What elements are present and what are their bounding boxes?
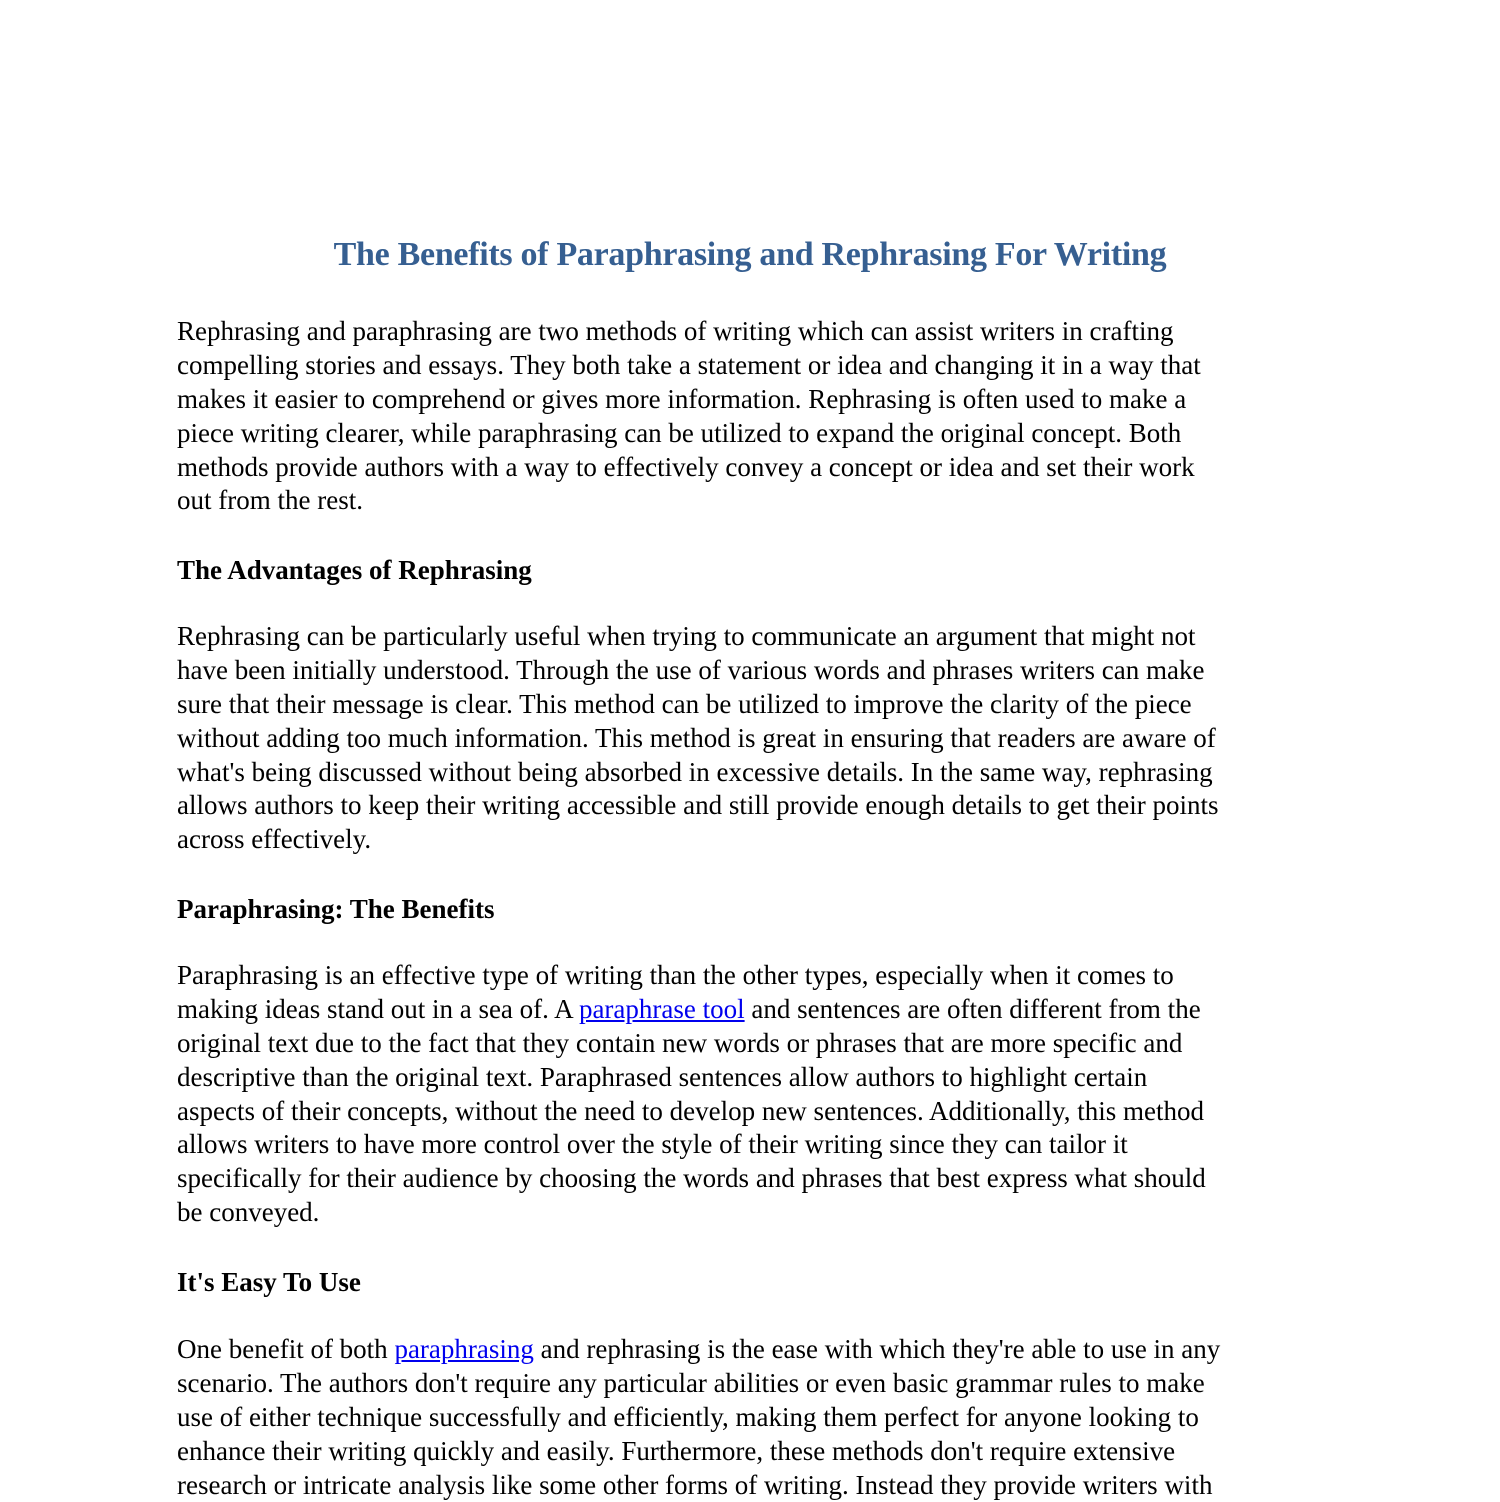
hyperlink[interactable]: paraphrasing (394, 1334, 534, 1364)
paragraph-line (177, 451, 1377, 485)
text-segment: enhance their writing quickly and easily. Furthermore, these methods don't require extensive (177, 1435, 1176, 1466)
paragraph-line (177, 1333, 1377, 1367)
paragraph-line (177, 1061, 1377, 1095)
paragraph-line (177, 1401, 1377, 1435)
paragraph-line (177, 654, 1377, 688)
text-segment: without adding too much information. This method is great in ensuring that readers are aware of (177, 722, 1216, 753)
text-segment: descriptive than the original text. Paraphrased sentences allow authors to highlight certain (177, 1061, 1148, 1092)
text-segment: methods provide authors with a way to effectively convey a concept or idea and set their work (177, 451, 1195, 482)
paragraph-line (177, 1128, 1377, 1162)
text-segment: Rephrasing and paraphrasing are two methods of writing which can assist writers in crafting (177, 316, 1174, 346)
paragraph-line (177, 383, 1377, 417)
text-segment: research or intricate analysis like some other forms of writing. Instead they provide writers with (177, 1469, 1213, 1500)
text-segment: across effectively. (177, 824, 372, 855)
text-segment: piece writing clearer, while paraphrasing can be utilized to expand the original concept. Both (177, 417, 1182, 448)
paragraph-line (177, 1162, 1377, 1196)
text-segment: aspects of their concepts, without the need to develop new sentences. Additionally, this method (177, 1095, 1205, 1126)
paragraph-line (177, 688, 1377, 722)
text-segment: makes it easier to comprehend or gives more information. Rephrasing is often used to make a (177, 383, 1187, 414)
text-segment: compelling stories and essays. They both take a statement or idea and changing it in a way that (177, 349, 1201, 380)
paragraph-line (177, 993, 1377, 1027)
text-segment: Rephrasing can be particularly useful when trying to communicate an argument that might not (177, 621, 1196, 651)
paragraph-line (177, 1196, 1377, 1230)
paragraph-line (177, 484, 1377, 518)
paragraph-line (177, 789, 1377, 823)
paragraph (177, 1333, 1377, 1502)
text-segment: have been initially understood. Through the use of various words and phrases writers can make (177, 654, 1205, 685)
text-segment: original text due to the fact that they contain new words or phrases that are more specific and (177, 1027, 1183, 1058)
text-segment: Paraphrasing is an effective type of writing than the other types, especially when it comes to (177, 960, 1174, 990)
paragraph (177, 315, 1377, 518)
section-heading: The Advantages of Rephrasing (177, 555, 532, 585)
paragraph-line (177, 417, 1377, 451)
text-segment: be conveyed. (177, 1197, 320, 1228)
hyperlink[interactable]: paraphrase tool (578, 993, 745, 1024)
document-title: The Benefits of Paraphrasing and Rephrasing For Writing (333, 236, 1167, 273)
paragraph-line (177, 349, 1377, 383)
section-heading: Paraphrasing: The Benefits (177, 894, 495, 924)
text-segment: and rephrasing is the ease with which they're able to use in any (533, 1334, 1221, 1364)
text-segment: sure that their message is clear. This method can be utilized to improve the clarity of the piece (177, 688, 1192, 719)
text-segment: specifically for their audience by choosing the words and phrases that best express what should (177, 1163, 1206, 1194)
paragraph-line (177, 823, 1377, 857)
text-segment: scenario. The authors don't require any particular abilities or even basic grammar rules to make (177, 1367, 1205, 1398)
section-heading: It's Easy To Use (177, 1267, 361, 1297)
paragraph-line (177, 315, 1377, 349)
paragraph-line (177, 1435, 1377, 1469)
paragraph-line (177, 1095, 1377, 1129)
paragraph-line (177, 1469, 1377, 1502)
paragraph-line (177, 756, 1377, 790)
text-segment: out from the rest. (177, 485, 363, 516)
paragraph (177, 959, 1377, 1230)
paragraph-line (177, 722, 1377, 756)
text-segment: making ideas stand out in a sea of. A (177, 993, 579, 1024)
paragraph (177, 620, 1377, 857)
text-segment: One benefit of both (177, 1334, 395, 1364)
text-segment: use of either technique successfully and efficiently, making them perfect for anyone looking to (177, 1401, 1199, 1432)
text-segment: allows writers to have more control over the style of their writing since they can tailor it (177, 1129, 1128, 1160)
paragraph-line (177, 1367, 1377, 1401)
text-segment: allows authors to keep their writing accessible and still provide enough details to get their points (177, 790, 1219, 821)
paragraph-line (177, 959, 1377, 993)
text-segment: what's being discussed without being absorbed in excessive details. In the same way, rephrasing (177, 756, 1213, 787)
paragraph-line (177, 1027, 1377, 1061)
paragraph-line (177, 620, 1377, 654)
text-segment: and sentences are often different from the (744, 993, 1201, 1024)
